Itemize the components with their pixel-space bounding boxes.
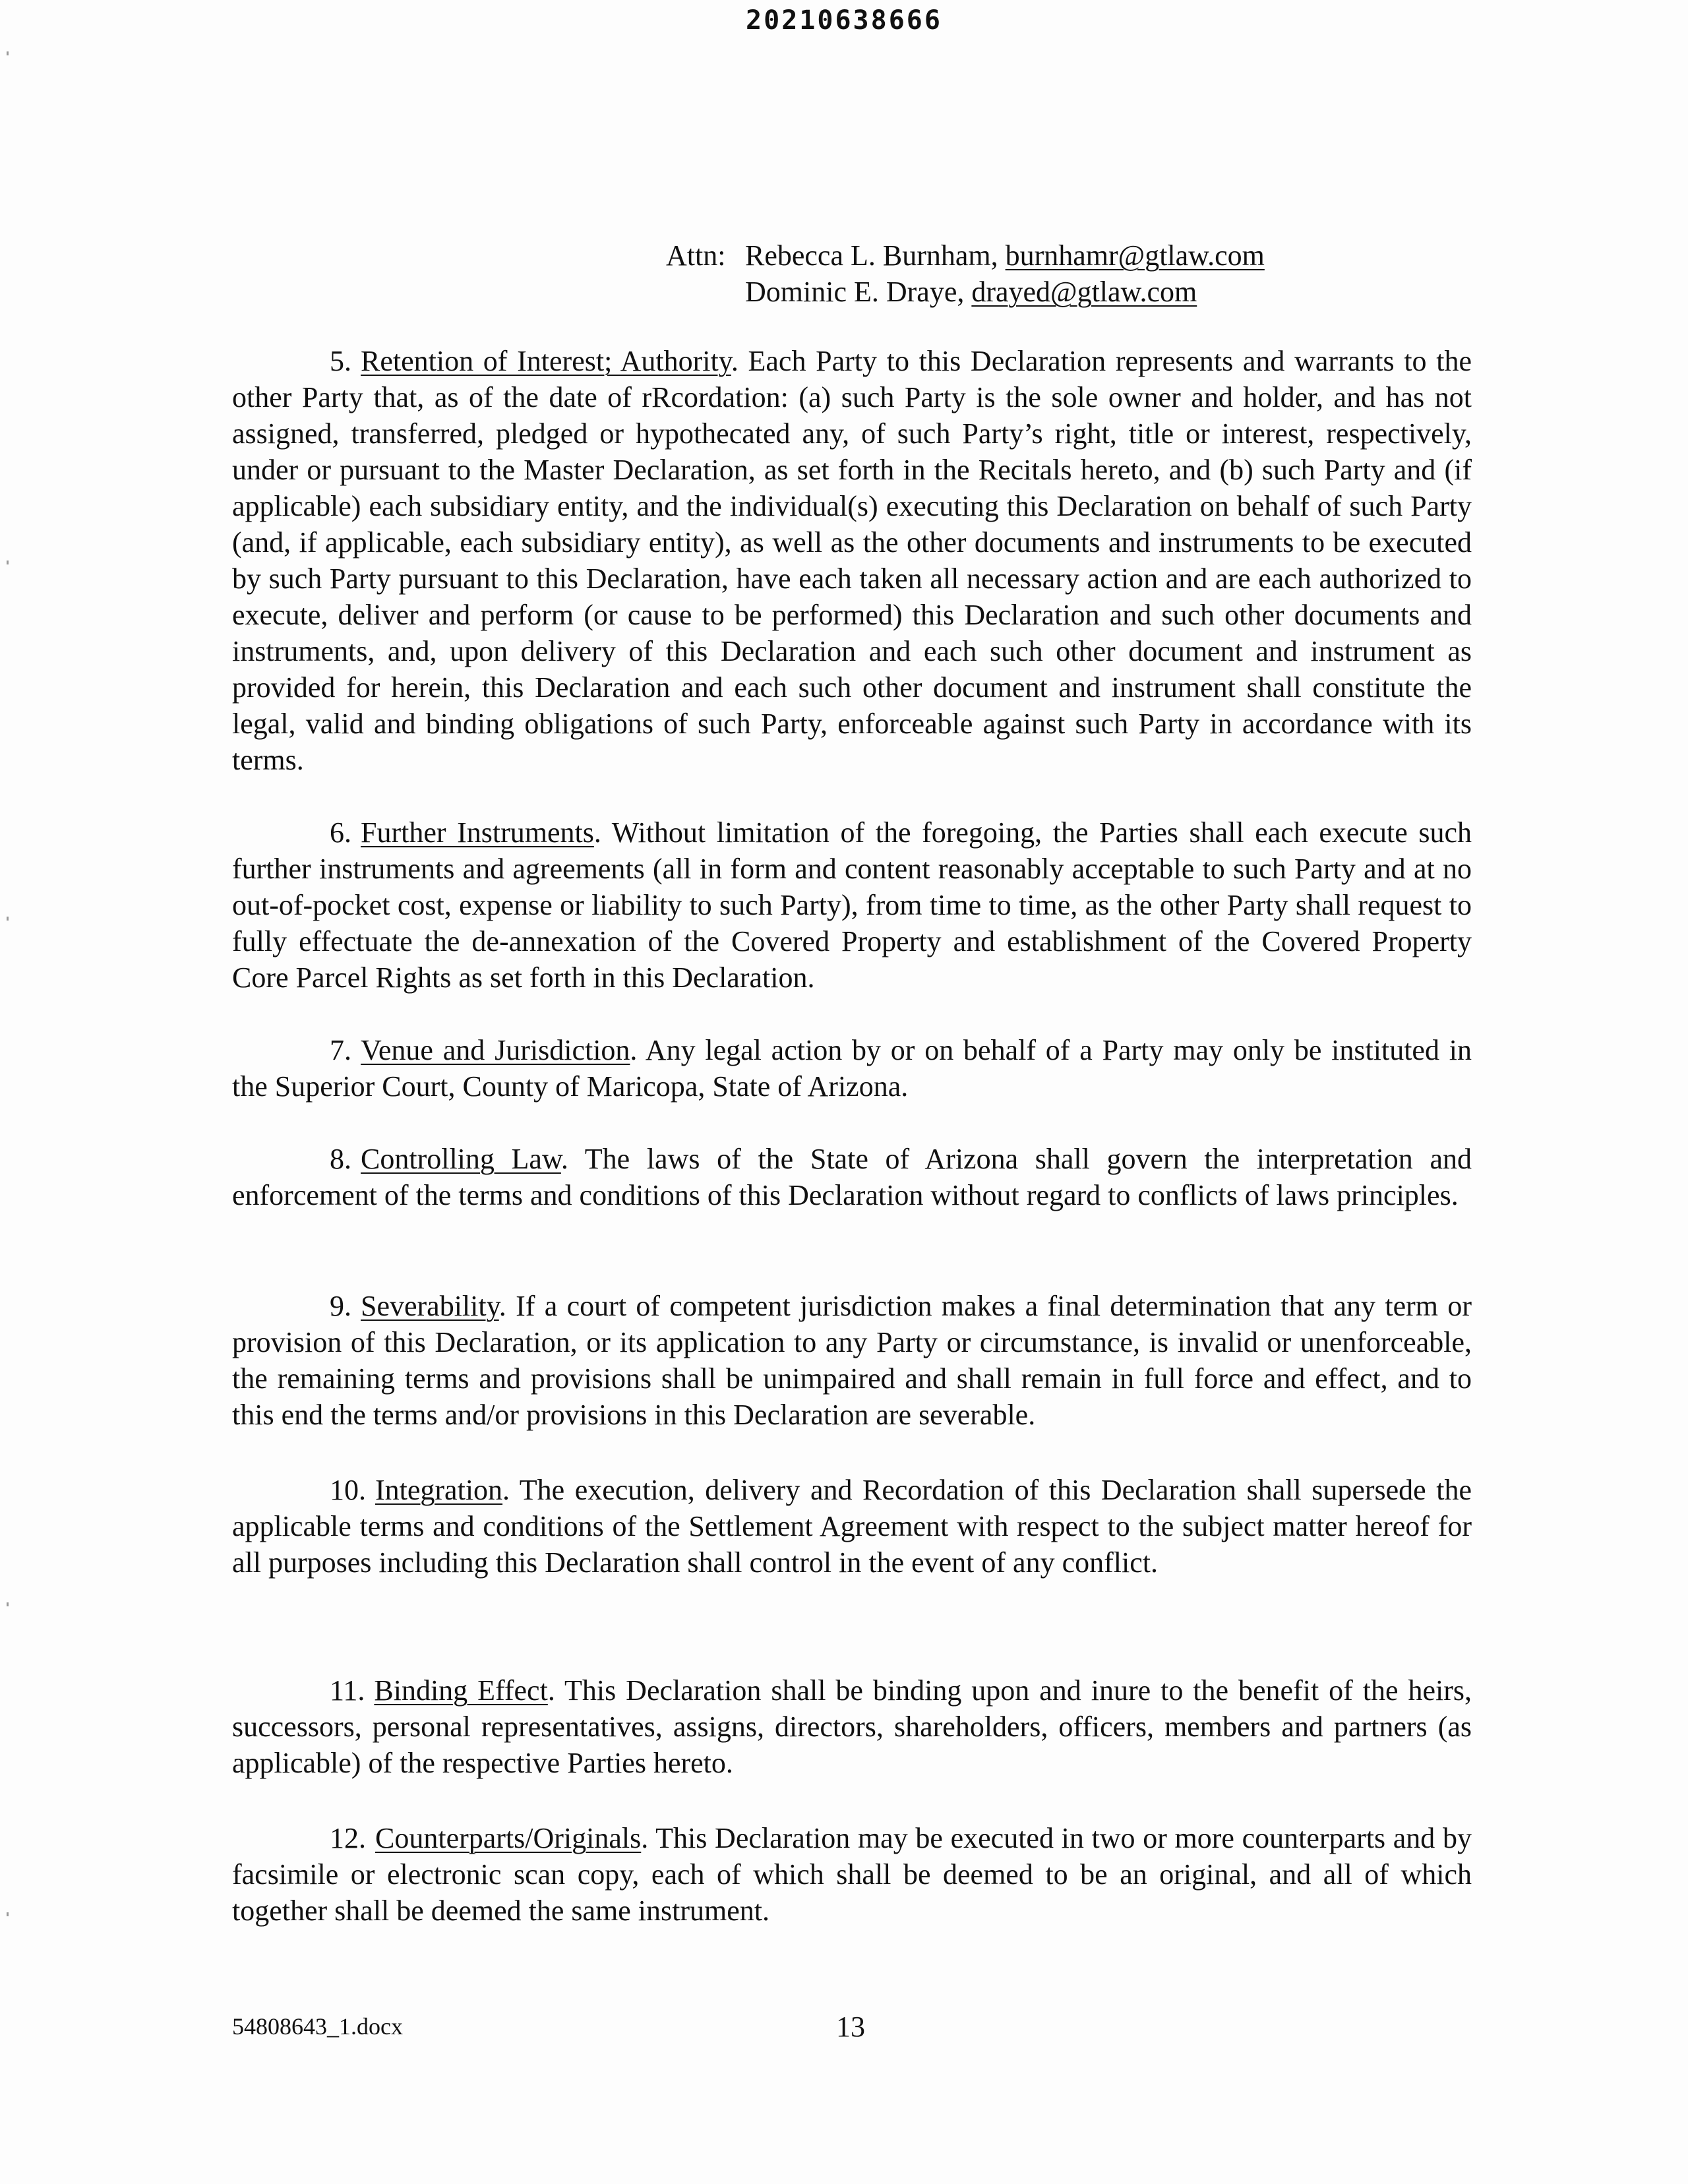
section-text: . Any legal action by or on behalf of a Party may only be instituted in the Superior Court, County of Maricopa, State of Arizona. xyxy=(232,1034,1472,1103)
section-8-controlling-law xyxy=(232,1141,1472,1213)
attn-label: Attn: xyxy=(666,239,726,272)
section-number: 11. xyxy=(330,1674,365,1707)
section-11-binding-effect xyxy=(232,1672,1472,1781)
section-heading: Severability xyxy=(361,1290,499,1322)
contact-email-link[interactable]: drayed@gtlaw.com xyxy=(971,276,1197,308)
footer-file-id: 54808643_1.docx xyxy=(232,2013,403,2040)
section-text: . This Declaration shall be binding upon and inure to the benefit of the heirs, successors, personal representatives, assigns, directors, shareholders, officers, members and partners (as applicable) of the respective Parties hereto. xyxy=(232,1674,1472,1779)
section-number: 12. xyxy=(330,1822,366,1854)
section-heading: Further Instruments xyxy=(361,816,594,849)
section-9-severability xyxy=(232,1288,1472,1433)
scan-margin-mark xyxy=(7,561,9,564)
section-text: . The laws of the State of Arizona shall govern the interpretation and enforcement of the terms and conditions of this Declaration without regard to conflicts of laws principles. xyxy=(232,1143,1472,1211)
scan-margin-mark xyxy=(7,917,9,921)
section-text: . Without limitation of the foregoing, the Parties shall each execute such further instruments and agreements (all in form and content reasonably acceptable to such Party and at no out-of-pocket cost, expense or liability to such Party), from time to time, as the other Party shall request to fully effectuate the de-annexation of the Covered Property and establishment of the Covered Property Core Parcel Rights as set forth in this Declaration. xyxy=(232,816,1472,994)
section-5-retention-of-interest xyxy=(232,343,1472,778)
section-text: . The execution, delivery and Recordation of this Declaration shall supersede the applicable terms and conditions of the Settlement Agreement with respect to the subject matter hereof for all purposes including this Declaration shall control in the event of any conflict. xyxy=(232,1474,1472,1579)
section-12-counterparts-originals xyxy=(232,1820,1472,1929)
section-text: . Each Party to this Declaration represents and warrants to the other Party that, as of the date of rRcordation: (a) such Party is the sole owner and holder, and has not assigned, transferred, pledged or hypothecated any, of such Party’s right, title or interest, respectively, under or pursuant to the Master Declaration, as set forth in the Recitals hereto, and (b) such Party and (if applicable) each subsidiary entity, and the individual(s) executing this Declaration on behalf of such Party (and, if applicable, each subsidiary entity), as well as the other documents and instruments to be executed by such Party pursuant to this Declaration, have each taken all necessary action and are each authorized to execute, deliver and perform (or cause to be performed) this Declaration and such other documents and instruments, and, upon delivery of this Declaration and each such other document and instrument as provided for herein, this Declaration and each such other document and instrument shall constitute the legal, valid and binding obligations of such Party, enforceable against such Party in accordance with its terms. xyxy=(232,345,1472,776)
contact-name: Rebecca L. Burnham, xyxy=(745,239,998,272)
section-heading: Controlling Law xyxy=(361,1143,561,1175)
section-heading: Counterparts/Originals xyxy=(375,1822,642,1854)
section-number: 8. xyxy=(330,1143,351,1175)
page-number: 13 xyxy=(836,2011,865,2043)
section-heading: Venue and Jurisdiction xyxy=(361,1034,630,1066)
scan-margin-mark xyxy=(7,1602,9,1606)
section-text: . This Declaration may be executed in two or more counterparts and by facsimile or electronic scan copy, each of which shall be deemed to be an original, and all of which together shall be deemed the same instrument. xyxy=(232,1822,1472,1927)
scan-margin-mark xyxy=(7,1912,9,1916)
section-number: 9. xyxy=(330,1290,351,1322)
section-number: 5. xyxy=(330,345,351,377)
attention-block xyxy=(666,237,1265,310)
attn-contact-1 xyxy=(666,237,1265,274)
section-7-venue-and-jurisdiction xyxy=(232,1032,1472,1105)
section-heading: Binding Effect xyxy=(374,1674,548,1707)
recording-number: 20210638666 xyxy=(746,5,942,36)
attn-contact-2 xyxy=(666,274,1265,310)
contact-email-link[interactable]: burnhamr@gtlaw.com xyxy=(1005,239,1265,272)
section-heading: Retention of Interest; Authority xyxy=(361,345,731,377)
scan-margin-mark xyxy=(7,51,9,55)
section-number: 10. xyxy=(330,1474,366,1506)
section-text: . If a court of competent jurisdiction makes a final determination that any term or provision of this Declaration, or its application to any Party or circumstance, is invalid or unenforceable, the remaining terms and provisions shall be unimpaired and shall remain in full force and effect, and to this end the terms and/or provisions in this Declaration are severable. xyxy=(232,1290,1472,1431)
section-10-integration xyxy=(232,1472,1472,1581)
section-number: 6. xyxy=(330,816,351,849)
section-heading: Integration xyxy=(375,1474,503,1506)
contact-name: Dominic E. Draye, xyxy=(745,276,965,308)
section-number: 7. xyxy=(330,1034,351,1066)
section-6-further-instruments xyxy=(232,814,1472,996)
